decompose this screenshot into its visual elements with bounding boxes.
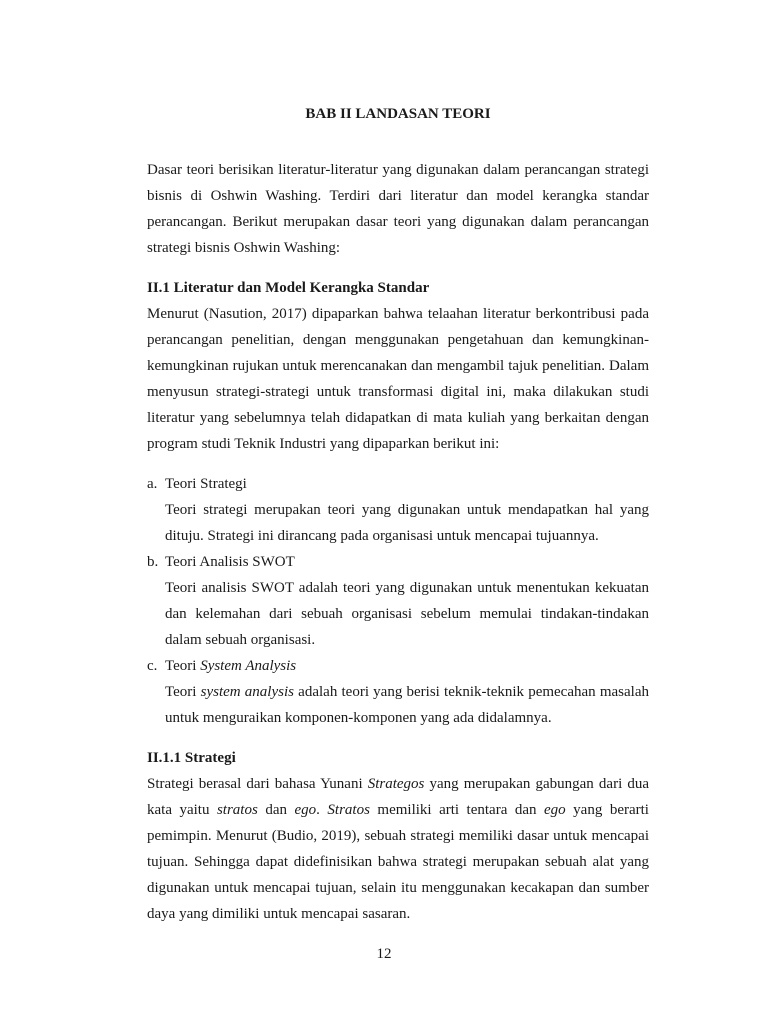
intro-paragraph: Dasar teori berisikan literatur-literatur yang digunakan dalam perancangan strategi bisnis di Oshwin Washing. Terdiri dari literatur dan model kerangka standar perancangan. Berikut merupakan dasar teori yang digunakan dalam perancangan strategi bisnis Oshwin Washing: [147, 162, 649, 256]
section-heading-literatur: II.1 Literatur dan Model Kerangka Standar [147, 280, 430, 296]
literatur-paragraph: Menurut (Nasution, 2017) dipaparkan bahwa telaahan literatur berkontribusi pada perancangan penelitian, dengan menggunakan pengetahuan dan kemungkinan-kemungkinan rujukan untuk merencanakan dan mengambil tajuk penelitian. Dalam menyusun strategi-strategi untuk transformasi digital ini, maka dilakukan studi literatur yang sebelumnya telah didapatkan di mata kuliah yang berkaitan dengan program studi Teknik Industri yang dipaparkan berikut ini: [147, 306, 649, 452]
page-number: 12 [376, 946, 392, 962]
text-run: yang merupakan gabungan dari dua kata yaitu [147, 776, 649, 818]
text-run: yang berarti pemimpin. Menurut (Budio, 2019), sebuah strategi memiliki dasar untuk mencapai tujuan. Sehingga dapat didefinisikan bahwa strategi merupakan sebuah alat yang digunakan untuk mencapai tujuan, selain itu menggunakan kecakapan dan sumber daya yang dimiliki untuk mencapai sasaran. [147, 802, 649, 922]
emphasis-run: ego [294, 802, 317, 818]
text-run: . [316, 802, 328, 818]
list-item-teori-strategi [147, 471, 649, 549]
text-run: dan [257, 802, 295, 818]
strategi-paragraph [147, 771, 649, 927]
list-item-title [165, 653, 296, 679]
list-item-head [147, 471, 649, 497]
list-marker: c. [147, 658, 158, 674]
list-marker: b. [147, 554, 159, 570]
list-item-title: Teori Analisis SWOT [165, 554, 295, 570]
list-item-head [147, 549, 649, 575]
title-emphasis: System Analysis [200, 658, 297, 674]
emphasis-run: Strategos [367, 776, 425, 792]
emphasis-run: ego [544, 802, 566, 818]
list-item-description: Teori analisis SWOT adalah teori yang digunakan untuk menentukan kekuatan dan kelemahan dari sebuah organisasi sebelum memulai tindakan-tindakan dalam sebuah organisasi. [165, 580, 649, 648]
list-item-teori-swot [147, 549, 649, 653]
section-heading-strategi: II.1.1 Strategi [147, 750, 236, 766]
desc-prefix: Teori [165, 684, 201, 700]
chapter-title: BAB II LANDASAN TEORI [305, 106, 491, 122]
theory-list [147, 471, 649, 731]
list-marker: a. [147, 476, 158, 492]
list-item-title: Teori Strategi [165, 476, 247, 492]
list-item-description: Teori strategi merupakan teori yang digunakan untuk mendapatkan hal yang dituju. Strategi ini dirancang pada organisasi untuk mencapai tujuannya. [165, 502, 649, 544]
emphasis-run: Stratos [327, 802, 370, 818]
desc-suffix: adalah teori yang berisi teknik-teknik pemecahan masalah untuk menguraikan komponen-komponen yang ada didalamnya. [165, 684, 649, 726]
page-content [147, 101, 649, 927]
desc-emphasis: system analysis [200, 684, 294, 700]
list-item-head [147, 653, 649, 679]
title-prefix: Teori [165, 658, 201, 674]
text-run: Strategi berasal dari bahasa Yunani [147, 776, 368, 792]
emphasis-run: stratos [216, 802, 258, 818]
text-run: memiliki arti tentara dan [369, 802, 545, 818]
list-item-description [165, 679, 649, 731]
list-item-teori-system-analysis [147, 653, 649, 731]
